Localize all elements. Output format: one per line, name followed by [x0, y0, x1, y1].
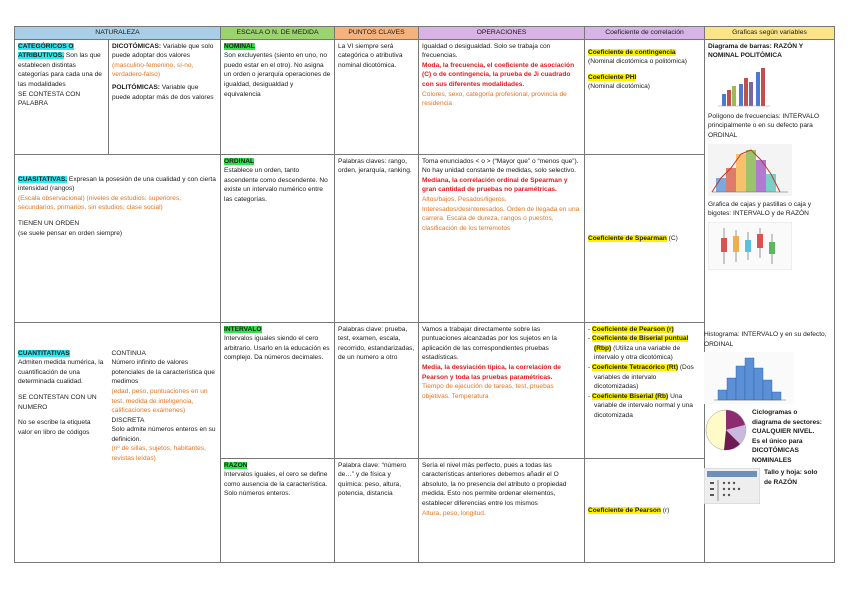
- row-nominal: [15, 39, 835, 154]
- cell-intervalo: [221, 322, 335, 458]
- cuantitativas-title: CUANTITATIVAS: [18, 349, 70, 357]
- ordinal-op-text: Toma enunciados < o > (“Mayor que” o “menos que”). No hay unidad constante de medidas, solo selectivo.: [422, 157, 579, 175]
- cell-cuasitativas: [15, 154, 221, 322]
- cuantitativas-note2: No se escribe la etiqueta valor en libro de códigos: [18, 419, 91, 436]
- intervalo-coef-biserial-note: Una variable de intervalo normal y una dicotomizada: [594, 392, 693, 419]
- categoricos-note: SE CONTESTA CON PALABRA: [18, 90, 81, 108]
- cuasitativas-note2: (se suele pensar en orden siempre): [18, 229, 123, 237]
- histogram-icon: [704, 352, 794, 404]
- intervalo-text: Intervalos iguales siendo el cero arbitrario. Usarlo en la educación es complejo. Da números decimales.: [224, 335, 330, 362]
- nominal-text: Son excluyentes (siento en uno, no puedo estar en el otro). No asigna un orden o jerarquía operaciones de igualdad, desigualdad y equivalencia: [224, 52, 331, 98]
- razon-text: Intervalos iguales, el cero se define como ausencia de la característica. Solo números enteros.: [224, 471, 328, 498]
- ordinal-op-red: Mediana, la correlación ordinal de Spearman y gran cantidad de pruebas no paramétricas.: [422, 176, 568, 194]
- categoricos-title: CATEGÓRICOS O ATRIBUTIVOS.: [18, 42, 74, 60]
- cell-cuantitativas: [15, 322, 109, 562]
- cuasitativas-note1: TIENEN UN ORDEN: [18, 220, 80, 228]
- intervalo-coef-tetracorico: Coeficiente Tetracórico (Rt): [592, 364, 679, 372]
- graf-barras-text: Diagrama de barras: RAZÓN Y NOMINAL POLITÓMICA: [708, 42, 804, 60]
- cell-razon-puntos: [335, 458, 419, 562]
- cell-continua-discreta: [109, 322, 221, 562]
- cell-intervalo-puntos: [335, 322, 419, 458]
- razon-title: RAZON: [224, 461, 248, 469]
- header-row: [15, 27, 835, 40]
- cell-intervalo-coef: - Coeficiente de Pearson (r) - Coeficiente de Biserial puntual (Rbp) (Utiliza una variable de intervalo y otra dicotómica) - Coeficiente Tetracórico (Rt) (Dos variables de intervalo dicotomizadas) - Coeficiente Biserial (Rb) Una variable de intervalo normal y una dicotomizada: [585, 322, 705, 458]
- stem-leaf-section: [704, 468, 828, 504]
- header-puntos-claves: PUNTOS CLAVES: [335, 27, 419, 40]
- politomicas-title: POLITÓMICAS:: [112, 84, 160, 92]
- pie-chart-icon: [704, 408, 748, 452]
- razon-coef-pearson: Coeficiente de Pearson: [588, 506, 661, 514]
- politomicas-text: Variable que puede adoptar más de dos valores: [112, 84, 214, 101]
- cell-nominal: [221, 39, 335, 154]
- nominal-coef-phi: Coeficiente PHI: [588, 73, 637, 81]
- discreta-title: DISCRETA: [111, 416, 145, 424]
- intervalo-op-orange: Tiempo de ejecución de tareas, test, pruebas objetivas. Temperatura: [422, 383, 554, 400]
- intervalo-coef-biserial-puntual-note: (Utiliza una variable de intervalo y otra dicotómica): [594, 344, 681, 362]
- cell-nominal-operaciones: [419, 39, 585, 154]
- box-plot-icon: [708, 222, 792, 270]
- nominal-puntos: La VI siempre será categórica o atributiva nominal dicotómica.: [338, 42, 403, 69]
- cell-ordinal-coef: [585, 154, 705, 322]
- intervalo-coef-tetracorico-note: (Dos variables de intervalo dicotomizadas): [594, 364, 694, 391]
- nominal-title: NOMINAL: [224, 42, 255, 50]
- intervalo-coef-pearson: Coeficiente de Pearson (r): [592, 325, 674, 333]
- categoricos-text: Son las que establecen distintas categorías para cada una de las modalidades: [18, 52, 102, 89]
- razon-coef-suffix: (r): [660, 506, 670, 514]
- razon-op-orange: Altura, peso, longitud.: [422, 509, 486, 517]
- dicotomicas-title: DICOTÓMICAS:: [112, 42, 162, 50]
- header-operaciones: OPERACIONES: [419, 27, 585, 40]
- nominal-op-red: Moda, la frecuencia, el coeficiente de asociación (C) o de contingencia, la prueba de Ji cuadrado con sus diferentes modalidades.: [422, 61, 575, 89]
- nominal-coef-contingencia-note: (Nominal dicotómica o politómica): [588, 58, 687, 66]
- ordinal-puntos: Palabras claves: rango, orden, jerarquía, ranking.: [338, 157, 412, 175]
- cell-dico-poli: [109, 39, 221, 154]
- cuasitativas-text: Expresan la posesión de una cualidad y con cierta intensidad (rangos): [18, 175, 216, 193]
- graf-histograma-text: Histograma: INTERVALO y en su defecto, ORDINAL: [704, 331, 827, 348]
- ordinal-text: Establece un orden, tanto ascendente como descendente. No existe un intervalo numérico entre las categorías.: [224, 167, 328, 204]
- header-naturaleza: NATURALEZA: [15, 27, 221, 40]
- graf-tallo-hoja-text: Tallo y hoja: solo de RAZÓN: [764, 469, 818, 486]
- ordinal-coef-spearman: Coeficiente de Spearman: [588, 234, 667, 242]
- cuantitativas-note1: SE CONTESTAN CON UN NUMERO: [18, 394, 97, 411]
- pie-section: [704, 408, 828, 465]
- cuasitativas-example: (Escala observacional) (niveles de estudios: superiores, secundarios, primarios, sin estudios; clase social): [18, 194, 182, 212]
- cell-razon-coef: [585, 458, 705, 562]
- ordinal-title: ORDINAL: [224, 157, 255, 165]
- discreta-example: (nº de sillas, sujetos, habitantes, revistas leídas): [111, 445, 206, 462]
- graficas-lower: [704, 330, 828, 504]
- graf-ciclograma-text: Ciclogramas o diagrama de sectores: CUALQUIER NIVEL. Es el único para DICOTÓMICAS NOMINALES: [752, 409, 822, 464]
- intervalo-title: INTERVALO: [224, 325, 262, 333]
- cell-nominal-coef: [585, 39, 705, 154]
- cell-razon: [221, 458, 335, 562]
- intervalo-coef-biserial-puntual: Coeficiente de Biserial puntual (Rbp): [592, 335, 689, 352]
- razon-op-text: Sería el nivel más perfecto, pues a todas las características anteriores debemos añadir el O absoluto, la no presencia del atributo o propiedad medida. Esto nos permite ordenar elementos, establecer diferencias entre los mismos: [422, 461, 567, 508]
- nominal-op-orange: Colores, sexo, categoría profesional, provincia de residencia: [422, 90, 567, 108]
- cell-ordinal-operaciones: [419, 154, 585, 322]
- bar-chart-icon: [708, 64, 778, 108]
- cell-ordinal: [221, 154, 335, 322]
- intervalo-puntos: Palabras clave: prueba, test, examen, escala, recorrido, estandarizadas, de un numero a otro: [338, 325, 415, 362]
- cell-ordinal-puntos: [335, 154, 419, 322]
- intervalo-coef-biserial: Coeficiente Biserial (Rb): [592, 392, 669, 400]
- continua-text: Número infinito de valores potenciales de la característica que medimos: [111, 359, 215, 386]
- cell-razon-operaciones: [419, 458, 585, 562]
- header-escala: ESCALA O N. DE MEDIDA: [221, 27, 335, 40]
- stem-leaf-icon: [704, 468, 760, 504]
- nominal-op-text: Igualdad o desigualdad. Solo se trabaja con frecuencias.: [422, 42, 551, 60]
- nominal-coef-contingencia: Coeficiente de contingencia: [588, 48, 676, 56]
- discreta-text: Solo admite números enteros en su definición.: [111, 426, 216, 443]
- razon-puntos: Palabra clave: “número de…” y de física y química: peso, altura, potencia, distancia: [338, 461, 407, 498]
- cell-intervalo-operaciones: [419, 322, 585, 458]
- intervalo-op-red: Media, la desviación típica, la correlación de Pearson y toda las pruebas paramétricas.: [422, 364, 561, 381]
- graf-poligono-text: Polígono de frecuencias: INTERVALO principalmente o en su defecto para ORDINAL: [708, 112, 820, 140]
- intervalo-op-text: Vamos a trabajar directamente sobre las puntuaciones alcanzadas por los sujetos en la aplicación de las correspondientes pruebas estadísticas.: [422, 325, 557, 362]
- nominal-coef-phi-note: (Nominal dicotómica): [588, 83, 650, 91]
- header-coeficiente: Coeficiente de correlación: [585, 27, 705, 40]
- dicotomicas-text: Variable que solo puede adoptar dos valores: [112, 42, 214, 60]
- continua-title: CONTINUA: [111, 349, 146, 357]
- cuasitativas-title: CUASITATIVAS.: [18, 175, 68, 183]
- frequency-polygon-icon: [708, 144, 792, 196]
- graf-cajas-text: Grafica de cajas y pastillas o caja y bigotes: INTERVALO y de RAZÓN: [708, 200, 811, 218]
- ordinal-coef-suffix: (C): [666, 234, 678, 242]
- ordinal-op-orange: Altos/bajos, Pesados/ligeros, Interesados/desinteresados. Orden de llegada en una carrera. Escala de dureza, rangos o puestos, clasificación de los terremotos: [422, 196, 580, 232]
- cuantitativas-text: Admiten medida numérica, la cuantificación de una determinada cualidad.: [18, 359, 104, 386]
- continua-example: (edad, peso, puntuaciones en un test, medida de inteligencia, calificaciones exámenes): [111, 388, 208, 415]
- dicotomicas-example: (masculino-femenino, sí-no, verdadero-falso): [112, 61, 194, 79]
- header-graficas: Graficas según variables: [705, 27, 835, 40]
- cell-categoricos: [15, 39, 109, 154]
- cell-nominal-puntos: [335, 39, 419, 154]
